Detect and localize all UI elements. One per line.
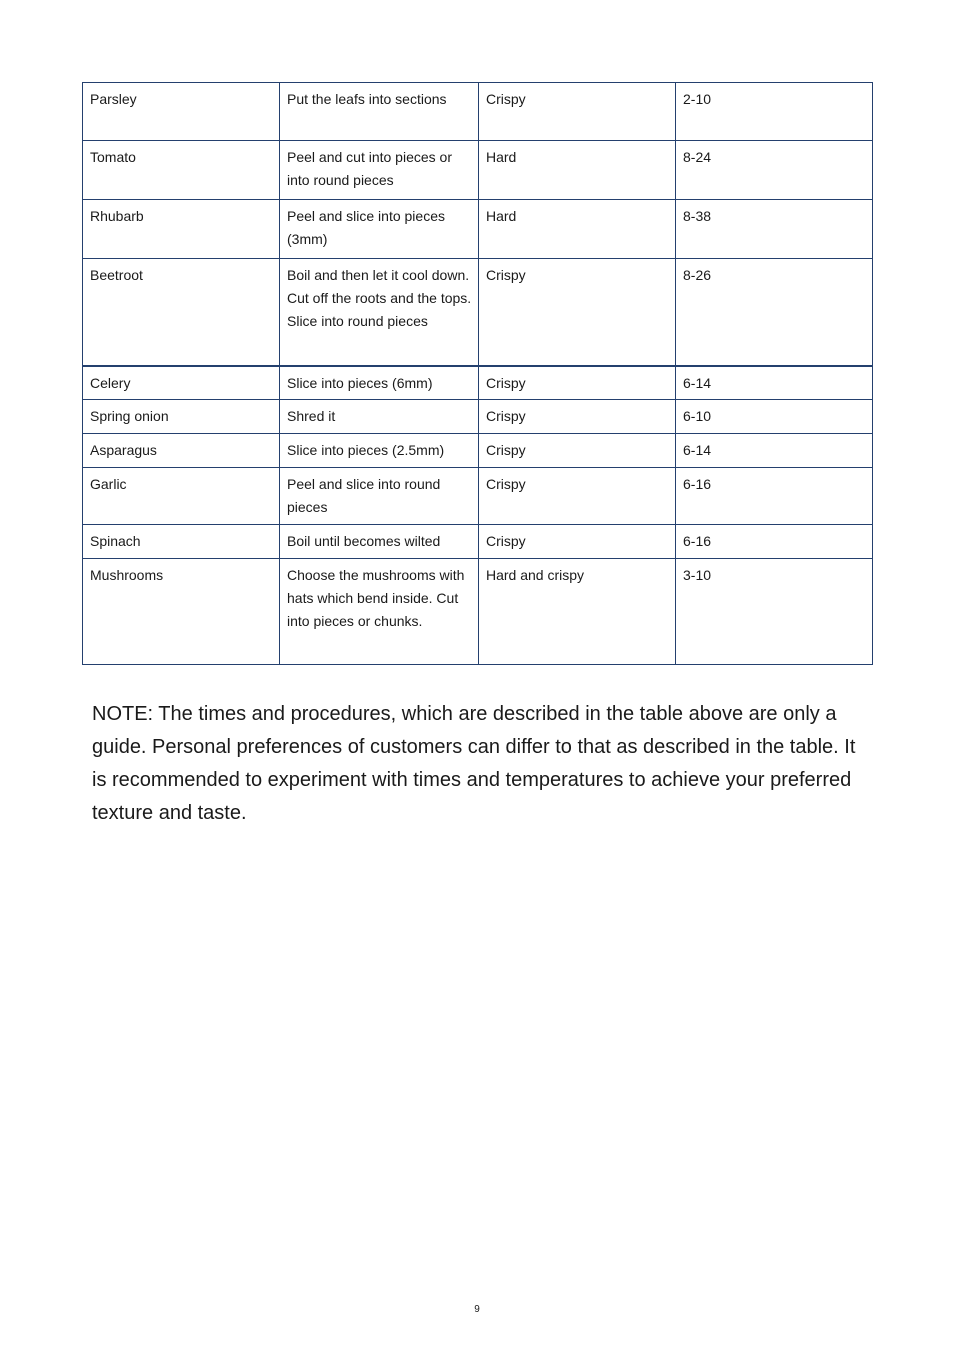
time-cell: 2-10 bbox=[676, 83, 873, 141]
preparation-cell: Peel and cut into pieces or into round pieces bbox=[280, 141, 479, 200]
texture-cell: Crispy bbox=[479, 434, 676, 468]
table-row bbox=[83, 366, 873, 400]
time-cell: 8-38 bbox=[676, 200, 873, 259]
table-row bbox=[83, 259, 873, 366]
texture-cell: Crispy bbox=[479, 259, 676, 366]
time-cell: 8-26 bbox=[676, 259, 873, 366]
texture-cell: Crispy bbox=[479, 366, 676, 400]
preparation-cell: Slice into pieces (2.5mm) bbox=[280, 434, 479, 468]
time-cell: 6-10 bbox=[676, 400, 873, 434]
preparation-cell: Put the leafs into sections bbox=[280, 83, 479, 141]
vegetable-cell: Spring onion bbox=[83, 400, 280, 434]
time-cell: 6-16 bbox=[676, 525, 873, 559]
preparation-cell: Boil until becomes wilted bbox=[280, 525, 479, 559]
table-row bbox=[83, 200, 873, 259]
table-row bbox=[83, 83, 873, 141]
time-cell: 8-24 bbox=[676, 141, 873, 200]
vegetable-cell: Tomato bbox=[83, 141, 280, 200]
texture-cell: Crispy bbox=[479, 400, 676, 434]
preparation-cell: Shred it bbox=[280, 400, 479, 434]
vegetable-cell: Celery bbox=[83, 366, 280, 400]
page-number: 9 bbox=[474, 1304, 480, 1315]
vegetable-cell: Beetroot bbox=[83, 259, 280, 366]
table-row bbox=[83, 434, 873, 468]
note-paragraph: NOTE: The times and procedures, which are described in the table above are only a guide. Personal preferences of customers can differ to that as described in the table. It is recommended to experiment with times and temperatures to achieve your preferred texture and taste. bbox=[92, 703, 856, 824]
table-row bbox=[83, 141, 873, 200]
vegetable-cell: Asparagus bbox=[83, 434, 280, 468]
vegetable-cell: Spinach bbox=[83, 525, 280, 559]
texture-cell: Hard and crispy bbox=[479, 559, 676, 665]
preparation-cell: Boil and then let it cool down. Cut off the roots and the tops. Slice into round pieces bbox=[280, 259, 479, 366]
time-cell: 6-16 bbox=[676, 468, 873, 525]
texture-cell: Hard bbox=[479, 141, 676, 200]
texture-cell: Hard bbox=[479, 200, 676, 259]
texture-cell: Crispy bbox=[479, 468, 676, 525]
vegetable-cell: Rhubarb bbox=[83, 200, 280, 259]
vegetable-drying-table bbox=[82, 82, 873, 665]
preparation-cell: Choose the mushrooms with hats which bend inside. Cut into pieces or chunks. bbox=[280, 559, 479, 665]
time-cell: 6-14 bbox=[676, 434, 873, 468]
preparation-cell: Peel and slice into pieces (3mm) bbox=[280, 200, 479, 259]
time-cell: 6-14 bbox=[676, 366, 873, 400]
time-cell: 3-10 bbox=[676, 559, 873, 665]
table-row bbox=[83, 525, 873, 559]
table-row bbox=[83, 400, 873, 434]
preparation-cell: Peel and slice into round pieces bbox=[280, 468, 479, 525]
table-row bbox=[83, 468, 873, 525]
table-row bbox=[83, 559, 873, 665]
texture-cell: Crispy bbox=[479, 525, 676, 559]
preparation-cell: Slice into pieces (6mm) bbox=[280, 366, 479, 400]
texture-cell: Crispy bbox=[479, 83, 676, 141]
vegetable-cell: Garlic bbox=[83, 468, 280, 525]
vegetable-cell: Parsley bbox=[83, 83, 280, 141]
vegetable-cell: Mushrooms bbox=[83, 559, 280, 665]
